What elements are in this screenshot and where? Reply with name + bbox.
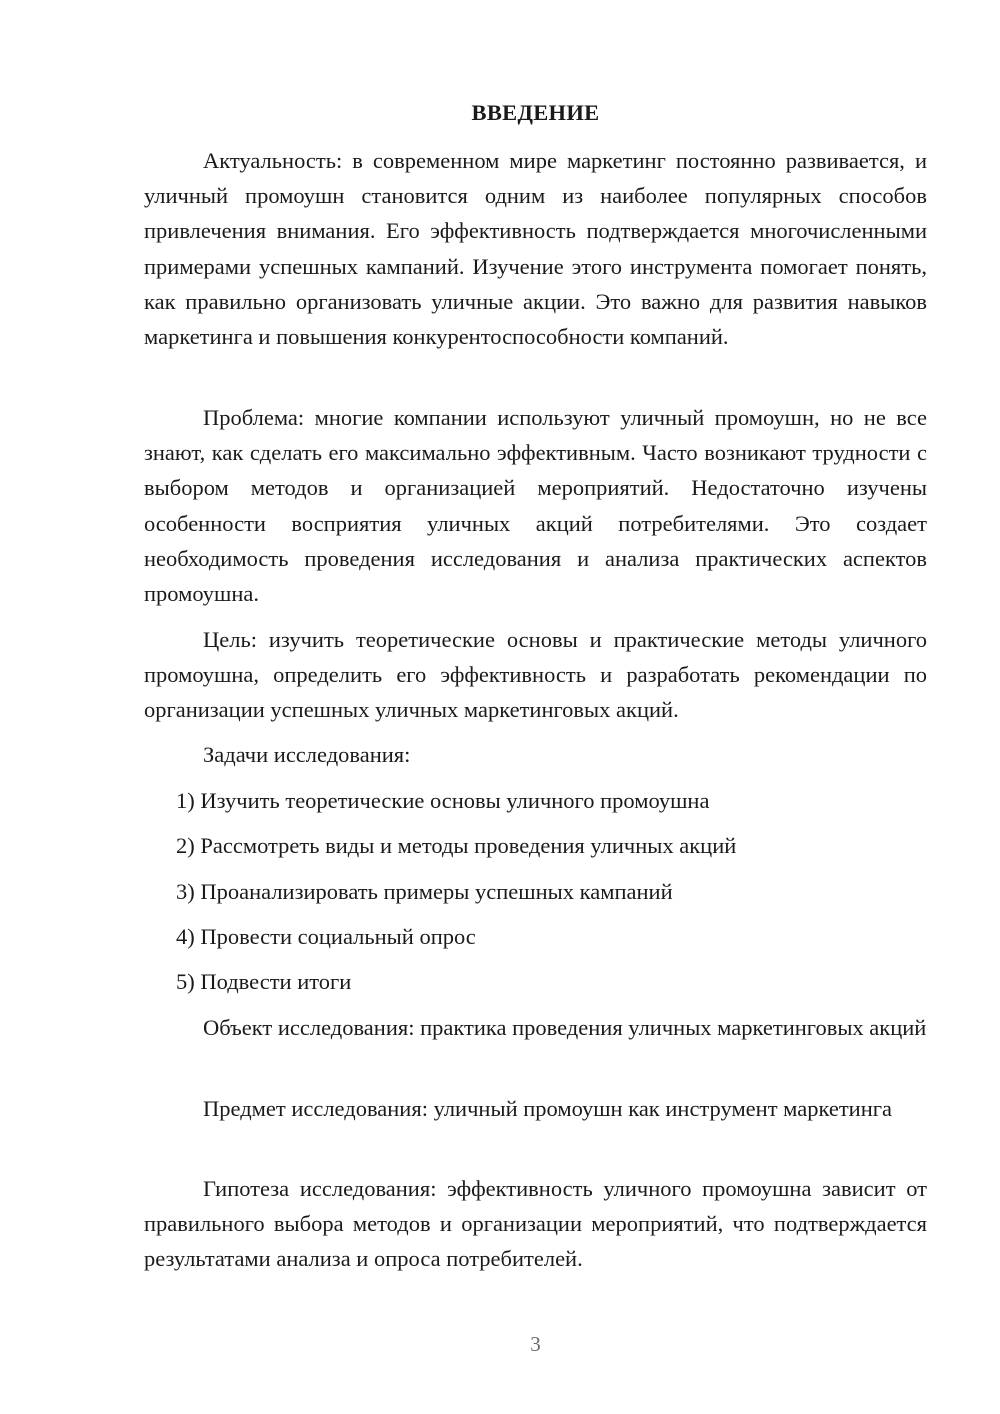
task-item: 4) Провести социальный опрос bbox=[176, 923, 476, 949]
document-page bbox=[144, 0, 927, 1414]
paragraph-hypothesis: Гипотеза исследования: эффективность уличного промоушна зависит от правильного выбора методов и организации мероприятий, что подтверждается результатами анализа и опроса потребителей. bbox=[144, 1176, 927, 1272]
page-title: ВВЕДЕНИЕ bbox=[471, 100, 600, 125]
task-item: 5) Подвести итоги bbox=[176, 969, 352, 995]
paragraph-problem: Проблема: многие компании используют уличный промоушн, но не все знают, как сделать его максимально эффективным. Часто возникают трудности с выбором методов и организацией мероприятий. Недостаточно изучены особенности восприятия уличных акций потребителями. Это создает необходимость проведения исследования и анализа практических аспектов промоушна. bbox=[144, 405, 927, 607]
tasks-heading: Задачи исследования: bbox=[203, 742, 411, 767]
paragraph-subject: Предмет исследования: уличный промоушн как инструмент маркетинга bbox=[203, 1096, 892, 1121]
page-number: 3 bbox=[530, 1332, 541, 1356]
task-item: 3) Проанализировать примеры успешных кампаний bbox=[176, 878, 673, 904]
paragraph-relevance: Актуальность: в современном мире маркетинг постоянно развивается, и уличный промоушн становится одним из наиболее популярных способов привлечения внимания. Его эффективность подтверждается многочисленными примерами успешных кампаний. Изучение этого инструмента помогает понять, как правильно организовать уличные акции. Это важно для развития навыков маркетинга и повышения конкурентоспособности компаний. bbox=[144, 148, 927, 350]
paragraph-object: Объект исследования: практика проведения уличных маркетинговых акций bbox=[203, 1015, 927, 1040]
task-item: 2) Рассмотреть виды и методы проведения уличных акций bbox=[176, 833, 737, 859]
tasks-list bbox=[176, 783, 736, 1009]
paragraph-goal: Цель: изучить теоретические основы и практические методы уличного промоушна, определить его эффективность и разработать рекомендации по организации успешных уличных маркетинговых акций. bbox=[144, 627, 927, 723]
task-item: 1) Изучить теоретические основы уличного промоушна bbox=[176, 788, 710, 813]
